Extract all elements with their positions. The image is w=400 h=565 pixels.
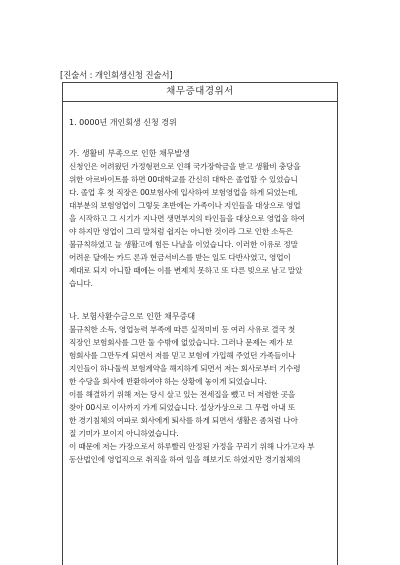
subsection-a-heading: 가. 생활비 부족으로 인한 채무발생 (69, 149, 190, 158)
section-1-heading: 1. 0000년 개인회생 신청 경위 (69, 118, 177, 127)
paragraph-line: 신청인은 어려웠던 가정형편으로 인해 국가장학금을 받고 생활비 충당을 (69, 162, 301, 171)
subsection-b-heading: 나. 보험사환수금으로 인한 채무증대 (69, 312, 196, 321)
paragraph-line: 불규칙한 소득, 영업능력 부족에 따른 실적미비 등 여러 사유로 결국 첫 (69, 325, 296, 334)
paragraph-line: 이 때문에 저는 가장으로서 하루빨리 안정된 가정을 꾸리기 위해 나가고자 부 (69, 442, 315, 451)
document-header-label: [진술서 : 개인회생신청 진술서] (60, 71, 173, 81)
paragraph-line: 을 시작하고 그 시기가 지나면 생면부지의 타인들을 대상으로 영업을 하여 (69, 214, 305, 223)
paragraph-line: 지인들이 하나둘씩 보험계약을 해지하게 되면서 저는 회사로부터 기수령 (69, 364, 301, 373)
paragraph-line: 이를 해결하기 위해 저는 당시 살고 있는 전세집을 뺐고 더 저렴한 곳을 (69, 390, 296, 399)
paragraph-line: 험회사를 그만두게 되면서 저를 믿고 보험에 가입해 주었던 가족들이나 (69, 351, 296, 360)
statement-document (62, 82, 338, 565)
paragraph-line: 직장인 보험회사를 그만 둘 수밖에 없었습니다. 그러나 문제는 제가 보 (69, 338, 293, 347)
paragraph-line: 위한 아르바이트를 하면 00대학교를 간신히 대학은 졸업할 수 있었습니 (69, 175, 298, 184)
subsection-a-paragraph (69, 160, 331, 290)
paragraph-line: 다. 졸업 후 첫 직장은 00보험사에 입사하여 보험영업을 하게 되었는데, (69, 188, 298, 197)
paragraph-line: 불규칙하였고 늘 생활고에 힘든 나날을 이었습니다. 이러한 이유로 정말 (69, 240, 298, 249)
subsection-b-paragraph (69, 323, 331, 466)
paragraph-line: 한 수당을 회사에 반환하여야 하는 상황에 놓이게 되었습니다. (69, 377, 267, 386)
paragraph-line: 어려운 달에는 카드 론과 현금서비스를 받는 일도 다반사였고, 영업이 (69, 253, 291, 262)
paragraph-line: 습니다. (69, 279, 93, 288)
document-title: 채무증대경위서 (63, 83, 337, 102)
document-body (63, 102, 337, 466)
paragraph-line: 대부분의 보험영업이 그렇듯 초반에는 가족이나 지인들을 대상으로 영업 (69, 201, 301, 210)
paragraph-line: 제대로 되지 아니할 때에는 이를 변제치 못하고 또 다른 빚으로 남고 말았 (69, 266, 303, 275)
paragraph-line: 야 하지만 영업이 그리 말처럼 쉽지는 아니한 것이라 그로 인한 소득은 (69, 227, 293, 236)
paragraph-line: 찾아 00시로 이사까지 가게 되었습니다. 설상가상으로 그 무렵 아내 또 (69, 403, 296, 412)
paragraph-line: 질 기미가 보이지 아니하였습니다. (69, 429, 179, 438)
paragraph-line: 한 경기침체의 여파로 회사에게 퇴사를 하게 되면서 생활은 좀처럼 나아 (69, 416, 298, 425)
paragraph-line: 동산법인에 영업직으로 취직을 하여 일을 해보기도 하였지만 경기침체의 (69, 455, 301, 464)
